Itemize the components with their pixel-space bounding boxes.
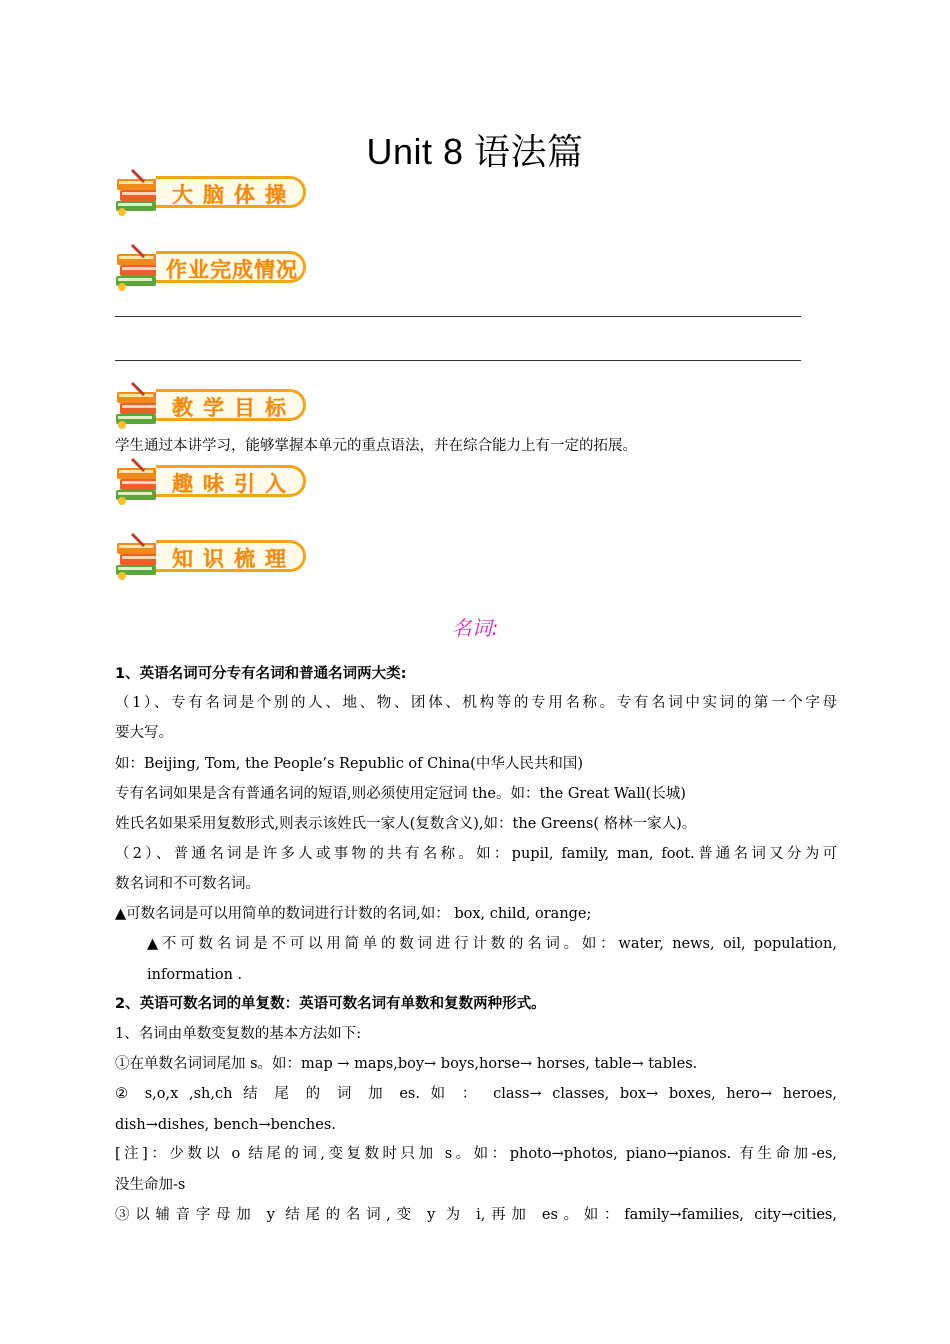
paragraph-line: ▲不可数名词是不可以用简单的数词进行计数的名词。如：water, news, oil, population, <box>147 936 837 952</box>
paragraph-line: 专有名词如果是含有普通名词的短语,则必须使用定冠词 the。如：the Great Wall(长城) <box>115 786 686 802</box>
badge-teaching-objectives <box>114 381 310 431</box>
badge-label: 知识梳理 <box>172 547 296 571</box>
badge-label: 趣味引入 <box>172 472 296 496</box>
badge-knowledge-review <box>114 532 310 582</box>
paragraph-line: （1）、专有名词是个别的人、地、物、团体、机构等的专用名称。专有名词中实词的第一个字母 <box>115 695 837 711</box>
paragraph-line: 没生命加-s <box>115 1177 186 1193</box>
badge-brain-exercise <box>114 168 310 218</box>
badge-homework-status <box>114 243 310 293</box>
paragraph-line: ② s,o,x ,sh,ch 结 尾 的 词 加 es. 如 ： class→ classes, box→ boxes, hero→ heroes, <box>115 1086 837 1102</box>
badge-label: 作业完成情况 <box>166 258 298 282</box>
paragraph-line: [注]：少数以 o 结尾的词,变复数时只加 s。如：photo→photos, piano→pianos. 有生命加-es, <box>115 1146 837 1162</box>
paragraph-line: 姓氏名如果采用复数形式,则表示该姓氏一家人(复数含义),如：the Greens( 格林一家人)。 <box>115 816 697 832</box>
page-title: Unit 8 语法篇 <box>366 131 584 172</box>
paragraph-line: ①在单数名词词尾加 s。如：map → maps,boy→ boys,horse→ horses, table→ tables. <box>115 1056 698 1072</box>
answer-line <box>115 316 801 317</box>
heading-2: 2、英语可数名词的单复数：英语可数名词有单数和复数两种形式。 <box>115 996 546 1012</box>
paragraph-line: （2）、普通名词是许多人或事物的共有名称。如：pupil, family, man, foot.普通名词又分为可 <box>115 846 837 862</box>
section-heading: 名词: <box>451 616 499 640</box>
objective-text: 学生通过本讲学习，能够掌握本单元的重点语法，并在综合能力上有一定的拓展。 <box>115 438 637 454</box>
paragraph-line: dish→dishes, bench→benches. <box>115 1117 336 1133</box>
badge-label: 大脑体操 <box>172 183 296 207</box>
answer-line <box>115 360 801 361</box>
badge-fun-intro <box>114 457 310 507</box>
paragraph-line: 要大写。 <box>115 725 173 741</box>
paragraph-line: 1、名词由单数变复数的基本方法如下: <box>115 1026 362 1042</box>
paragraph-line: 如：Beijing, Tom, the People’s Republic of China(中华人民共和国) <box>115 756 583 772</box>
paragraph-line: information . <box>147 967 243 983</box>
badge-label: 教学目标 <box>172 396 296 420</box>
paragraph-line: 数名词和不可数名词。 <box>115 876 260 892</box>
paragraph-line: ▲可数名词是可以用简单的数词进行计数的名词,如： box, child, orange; <box>115 906 592 922</box>
heading-1: 1、英语名词可分专有名词和普通名词两大类: <box>115 666 407 682</box>
paragraph-line: ③以辅音字母加 y 结尾的名词,变 y 为 i,再加 es。如：family→families, city→cities, <box>115 1207 837 1223</box>
